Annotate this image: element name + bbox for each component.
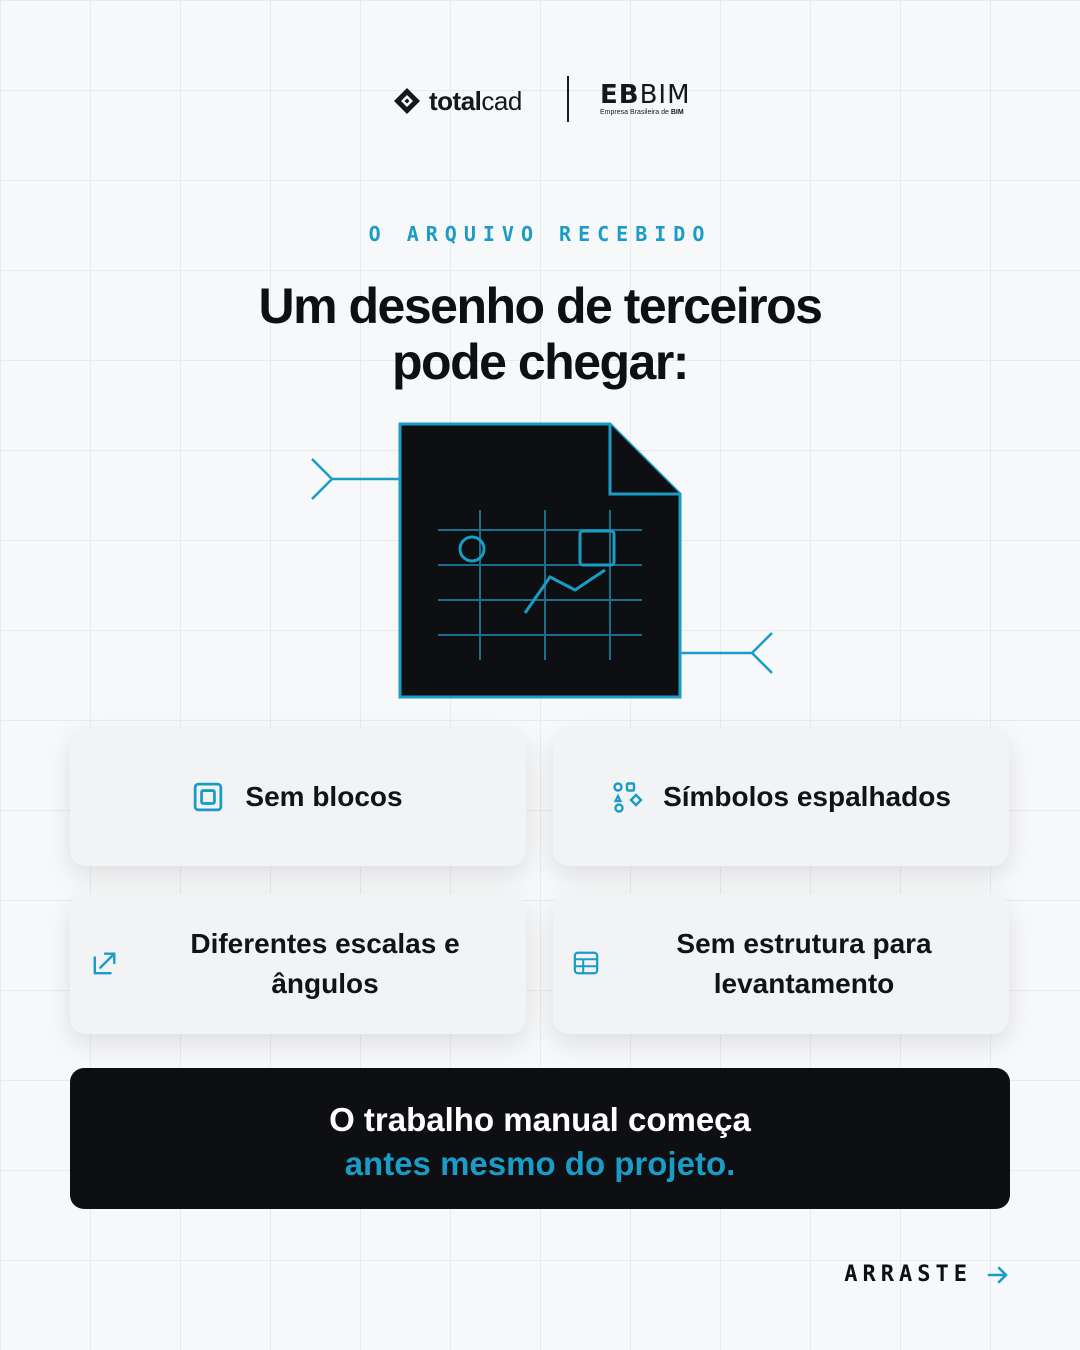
- block-square-icon: [193, 782, 223, 812]
- table-grid-icon: [573, 950, 599, 976]
- arrow-right-icon: [986, 1263, 1010, 1287]
- right-connector-icon: [680, 633, 772, 673]
- ebbim-logo: [600, 82, 691, 117]
- feature-card-no-blocks: [70, 728, 526, 866]
- title-line-2: pode chegar:: [392, 334, 688, 390]
- card-label: Símbolos espalhados: [663, 781, 951, 812]
- scattered-shapes-icon: [611, 781, 643, 813]
- scale-arrow-icon: [92, 950, 118, 976]
- feature-card-no-structure: [553, 894, 1009, 1034]
- totalcad-mark-icon: [391, 85, 423, 117]
- card-label: Sem blocos: [245, 781, 403, 812]
- swipe-hint[interactable]: [844, 1262, 1010, 1287]
- eyebrow-label: O ARQUIVO RECEBIDO: [368, 222, 712, 246]
- header-logos: [0, 74, 1080, 124]
- document-illustration: [300, 415, 790, 715]
- feature-card-scales-angles: [70, 894, 526, 1034]
- totalcad-logo: [391, 84, 522, 118]
- left-connector-icon: [312, 459, 402, 499]
- card-label: Sem estrutura para levantamento: [676, 928, 932, 999]
- swipe-label: ARRASTE: [844, 1262, 972, 1287]
- document-icon: [400, 424, 680, 697]
- totalcad-wordmark: totalcad: [429, 85, 522, 116]
- ebbim-tagline: Empresa Brasileira de BIM: [600, 109, 684, 116]
- callout-line-1: O trabalho manual começa: [329, 1101, 751, 1138]
- card-label: Diferentes escalas e ângulos: [190, 928, 460, 999]
- callout-line-2: antes mesmo do projeto.: [344, 1145, 736, 1182]
- title-line-1: Um desenho de terceiros: [258, 278, 822, 334]
- ebbim-wordmark: EBBIM: [600, 80, 691, 110]
- callout-banner: [70, 1068, 1010, 1209]
- feature-card-scattered-symbols: [553, 728, 1009, 866]
- logo-divider: [567, 76, 569, 122]
- page-title: [140, 278, 940, 390]
